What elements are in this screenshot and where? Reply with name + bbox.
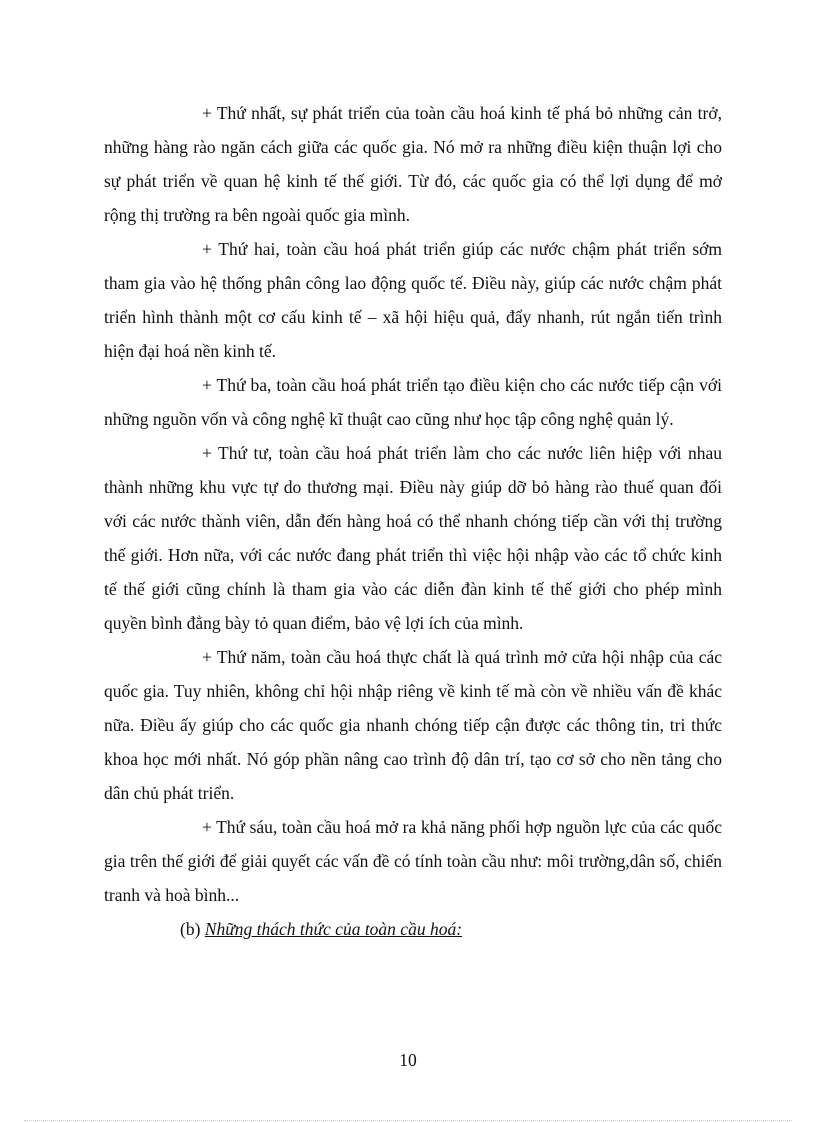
- paragraph-second-benefit: + Thứ hai, toàn cầu hoá phát triển giúp các nước chậm phát triển sớm tham gia vào hệ thống phân công lao động quốc tế. Điều này, giúp các nước chậm phát triển hình thành một cơ cấu kinh tế – xã hội hiệu quả, đẩy nhanh, rút ngắn tiến trình hiện đại hoá nền kinh tế.: [104, 239, 722, 361]
- subheading-title: Những thách thức của toàn cầu hoá:: [204, 919, 463, 939]
- paragraph-fourth-benefit: + Thứ tư, toàn cầu hoá phát triển làm cho các nước liên hiệp với nhau thành những khu vực tự do thương mại. Điều này giúp dỡ bỏ hàng rào thuế quan đối với các nước thành viên, dẫn đến hàng hoá có thể nhanh chóng tiếp cần với thị trường thế giới. Hơn nữa, với các nước đang phát triển thì việc hội nhập vào các tổ chức kinh tế thế giới cũng chính là tham gia vào các diễn đàn kinh tế thế giới cho phép mình quyền bình đẳng bày tỏ quan điểm, bảo vệ lợi ích của mình.: [104, 443, 722, 633]
- paragraph-fifth-benefit: + Thứ năm, toàn cầu hoá thực chất là quá trình mở cửa hội nhập của các quốc gia. Tuy nhiên, không chỉ hội nhập riêng về kinh tế mà còn về nhiều vấn đề khác nữa. Điều ấy giúp cho các quốc gia nhanh chóng tiếp cận được các thông tin, tri thức khoa học mới nhất. Nó góp phần nâng cao trình độ dân trí, tạo cơ sở cho nền tảng cho dân chủ phát triển.: [104, 647, 722, 803]
- page-bottom-divider: [24, 1120, 792, 1121]
- page-number: 10: [399, 1050, 417, 1070]
- page-body: [104, 96, 722, 946]
- section-subheading: [104, 912, 722, 946]
- paragraph-third-benefit: + Thứ ba, toàn cầu hoá phát triển tạo điều kiện cho các nước tiếp cận với những nguồn vốn và công nghệ kĩ thuật cao cũng như học tập công nghệ quản lý.: [104, 375, 722, 429]
- paragraph-first-benefit: + Thứ nhất, sự phát triển của toàn cầu hoá kinh tế phá bỏ những cản trở, những hàng rào ngăn cách giữa các quốc gia. Nó mở ra những điều kiện thuận lợi cho sự phát triển về quan hệ kinh tế thế giới. Từ đó, các quốc gia có thể lợi dụng để mở rộng thị trường ra bên ngoài quốc gia mình.: [104, 103, 722, 225]
- subheading-label: (b): [180, 919, 201, 939]
- paragraph-sixth-benefit: + Thứ sáu, toàn cầu hoá mở ra khả năng phối hợp nguồn lực của các quốc gia trên thế giới để giải quyết các vấn đề có tính toàn cầu như: môi trường,dân số, chiến tranh và hoà bình...: [104, 817, 722, 905]
